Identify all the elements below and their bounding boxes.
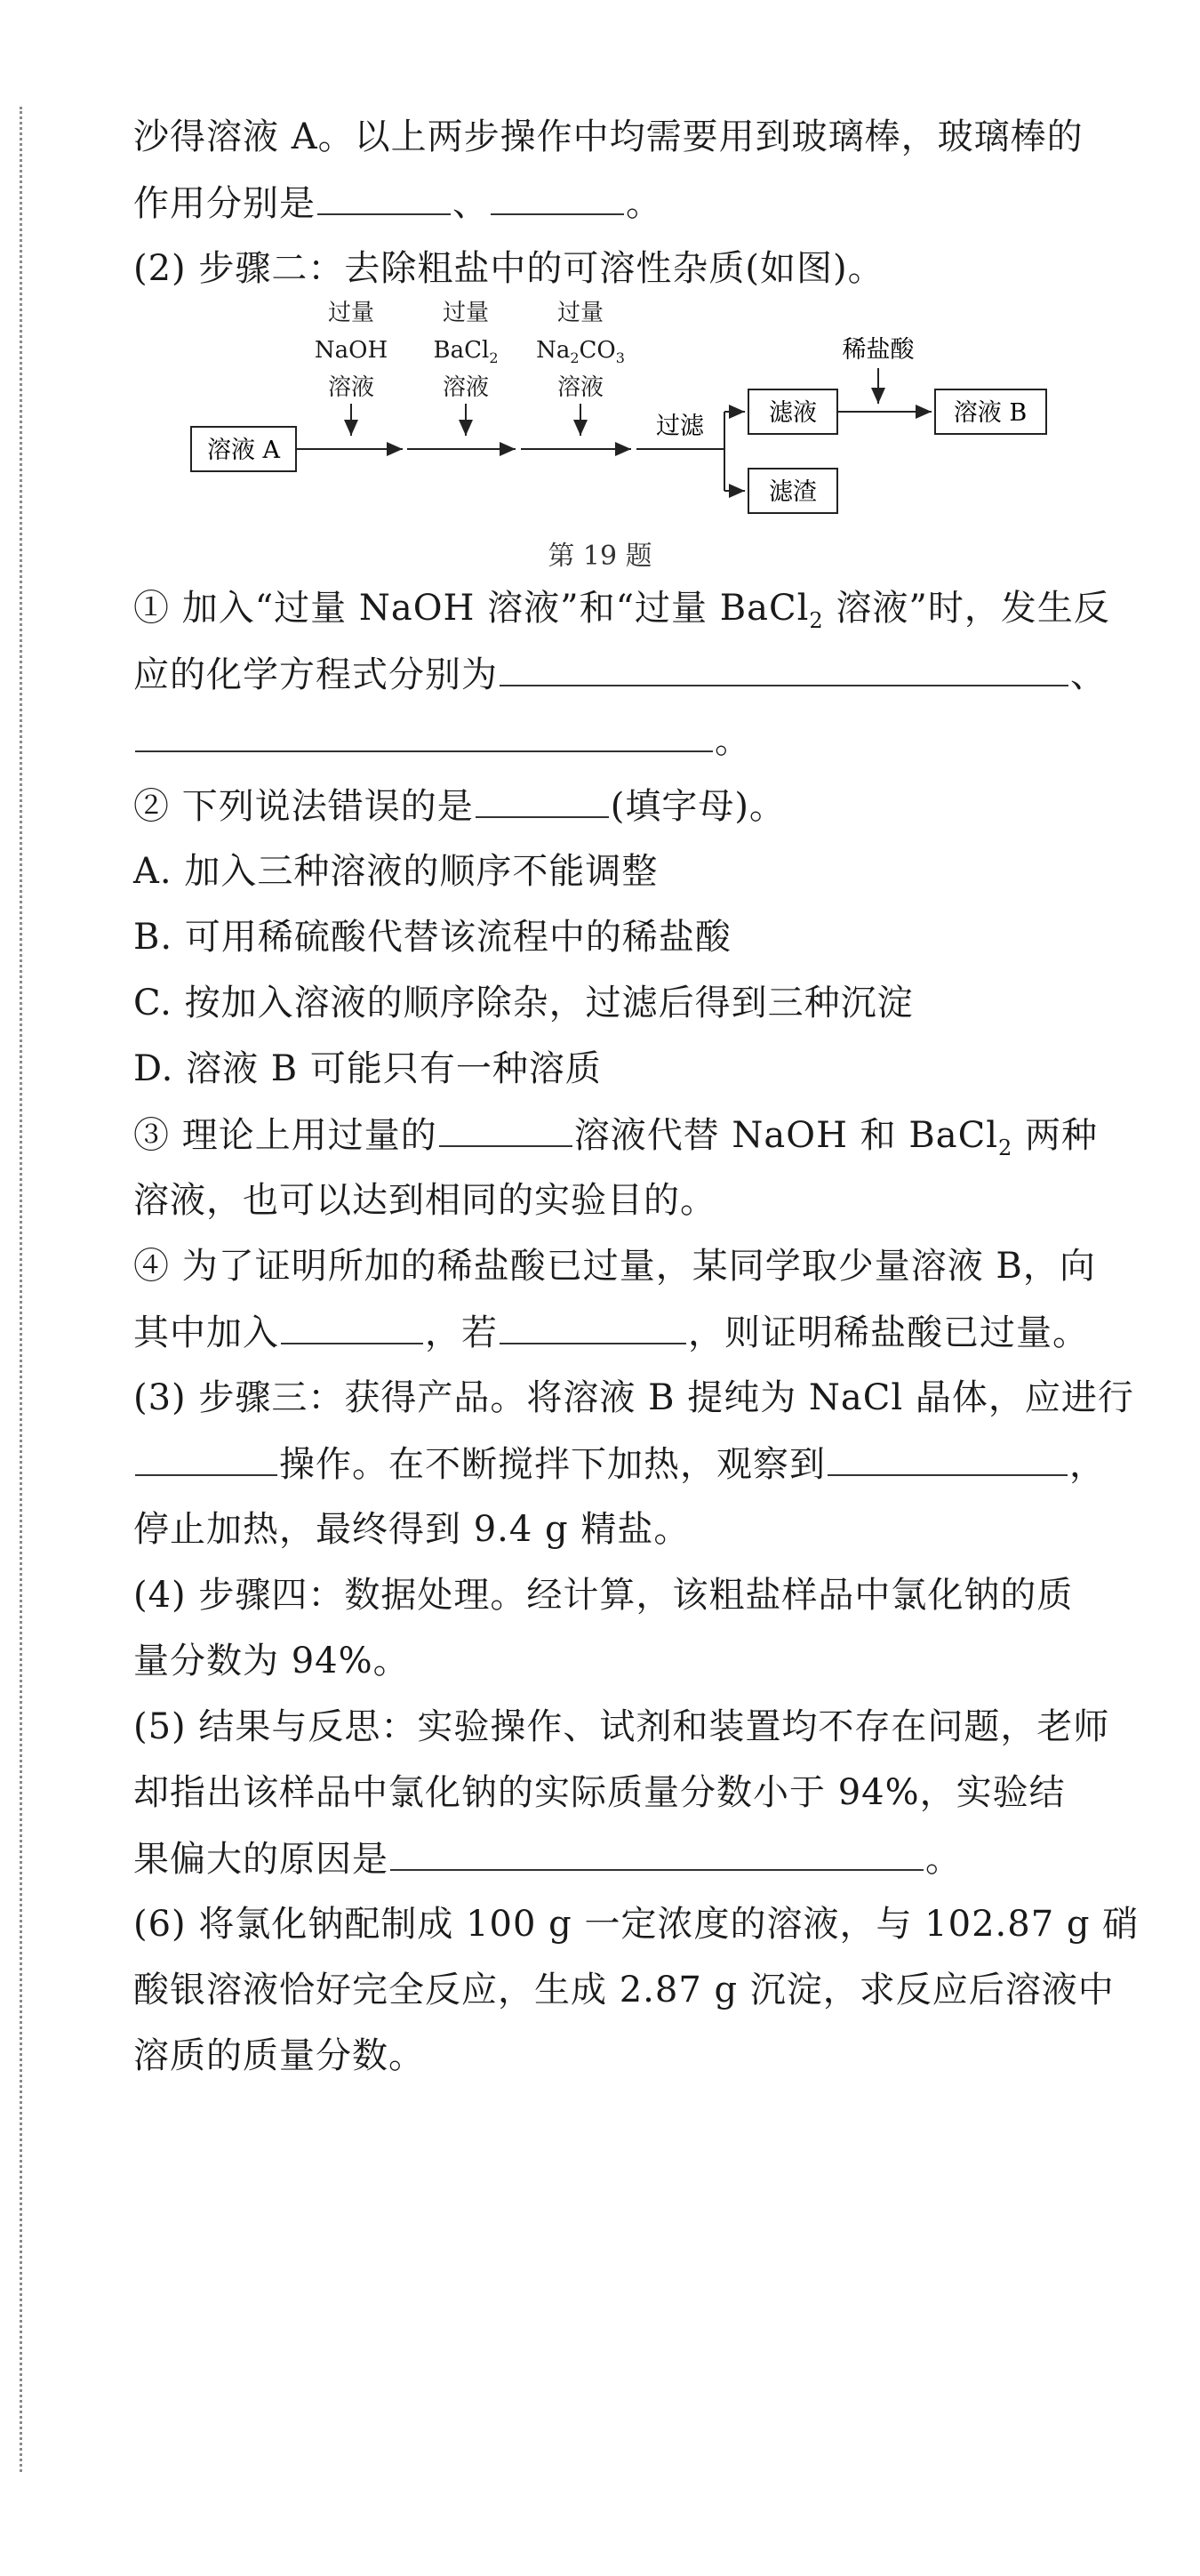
s5-line-3: 果偏大的原因是 。 xyxy=(133,1826,1124,1892)
reagent-1-formula: NaOH xyxy=(314,337,388,364)
figure-caption: 第 19 题 xyxy=(548,541,652,572)
s6-line-1: (6) 将氯化钠配制成 100 g 一定浓度的溶液，与 102.87 g 硝 xyxy=(133,1904,1140,1945)
q1-line-2: 应的化学方程式分别为 、 xyxy=(133,642,1124,708)
option-c: C. 按加入溶液的顺序除杂，过滤后得到三种沉淀 xyxy=(133,983,914,1023)
reagent-2-top: 过量 xyxy=(442,300,490,326)
reagent-3-formula: $Na_2CO_3$ xyxy=(536,337,625,366)
option-a: A. 加入三种溶液的顺序不能调整 xyxy=(133,851,659,892)
reagent-2-bottom: 溶液 xyxy=(442,374,490,401)
s3-line-3: 停止加热，最终得到 9.4 g 精盐。 xyxy=(133,1509,691,1550)
reagent-1-top: 过量 xyxy=(327,300,375,326)
q1-line-1: ① 加入“过量 NaOH 溶液”和“过量 BaCl$_2$ 溶液”时，发生反 xyxy=(133,588,1110,633)
text-line: 作用分别是 、 。 xyxy=(133,171,1124,237)
reagent-2-formula: BaCl$_2$ xyxy=(433,337,499,366)
text-line: 沙得溶液 A。以上两步操作中均需要用到玻璃棒，玻璃棒的 xyxy=(133,116,1084,157)
reagent-3-bottom: 溶液 xyxy=(556,374,604,401)
s3-line-1: (3) 步骤三：获得产品。将溶液 B 提纯为 NaCl 晶体，应进行 xyxy=(133,1377,1134,1418)
section-2-heading: (2) 步骤二：去除粗盐中的可溶性杂质(如图)。 xyxy=(133,248,884,289)
answer-blank[interactable] xyxy=(317,171,451,215)
s4-line-2: 量分数为 94%。 xyxy=(133,1641,410,1681)
answer-blank[interactable] xyxy=(828,1432,1068,1476)
answer-blank[interactable] xyxy=(135,1432,277,1476)
q3-line-1: ③ 理论上用过量的 溶液代替 NaOH 和 BaCl$_2$ 两种 xyxy=(133,1103,1124,1168)
answer-blank[interactable] xyxy=(439,1103,572,1147)
s4-line-1: (4) 步骤四：数据处理。经计算，该粗盐样品中氯化钠的质 xyxy=(133,1575,1074,1616)
answer-blank[interactable] xyxy=(281,1300,423,1344)
filter-label: 过滤 xyxy=(656,413,704,440)
q4-line-2: 其中加入 ，若 ，则证明稀盐酸已过量。 xyxy=(133,1300,1124,1366)
flow-diagram xyxy=(133,293,1058,560)
s6-line-3: 溶质的质量分数。 xyxy=(133,2035,425,2076)
answer-blank[interactable] xyxy=(500,642,1068,686)
answer-blank[interactable] xyxy=(390,1826,924,1871)
q1-line-3: 。 xyxy=(133,708,1124,774)
reagent-3-top: 过量 xyxy=(556,300,604,326)
box-solution-a-label: 溶液 A xyxy=(206,437,281,464)
flow-diagram-svg xyxy=(133,293,1058,560)
option-d: D. 溶液 B 可能只有一种溶质 xyxy=(133,1048,602,1089)
box-solution-b-label: 溶液 B xyxy=(953,399,1028,427)
option-b: B. 可用稀硫酸代替该流程中的稀盐酸 xyxy=(133,917,732,958)
box-filtrate-label: 滤液 xyxy=(769,399,817,427)
acid-label: 稀盐酸 xyxy=(842,336,915,364)
s6-line-2: 酸银溶液恰好完全反应，生成 2.87 g 沉淀，求反应后溶液中 xyxy=(133,1970,1115,2010)
q2-line: ② 下列说法错误的是 (填字母)。 xyxy=(133,774,1124,839)
q3-line-2: 溶液，也可以达到相同的实验目的。 xyxy=(133,1180,716,1221)
answer-blank[interactable] xyxy=(491,171,624,215)
q4-line-1: ④ 为了证明所加的稀盐酸已过量，某同学取少量溶液 B，向 xyxy=(133,1246,1096,1287)
document-body xyxy=(133,105,1124,302)
s3-line-2: 操作。在不断搅拌下加热，观察到 ， xyxy=(133,1432,1124,1497)
answer-blank[interactable] xyxy=(135,708,713,752)
reagent-1-bottom: 溶液 xyxy=(327,374,375,401)
margin-dotted-line xyxy=(20,107,22,2472)
questions-body xyxy=(133,576,1140,2090)
answer-blank[interactable] xyxy=(476,774,609,818)
box-residue-label: 滤渣 xyxy=(769,478,817,506)
s5-line-2: 却指出该样品中氯化钠的实际质量分数小于 94%，实验结 xyxy=(133,1772,1066,1813)
answer-blank[interactable] xyxy=(500,1300,686,1344)
s5-line-1: (5) 结果与反思：实验操作、试剂和装置均不存在问题，老师 xyxy=(133,1706,1110,1747)
